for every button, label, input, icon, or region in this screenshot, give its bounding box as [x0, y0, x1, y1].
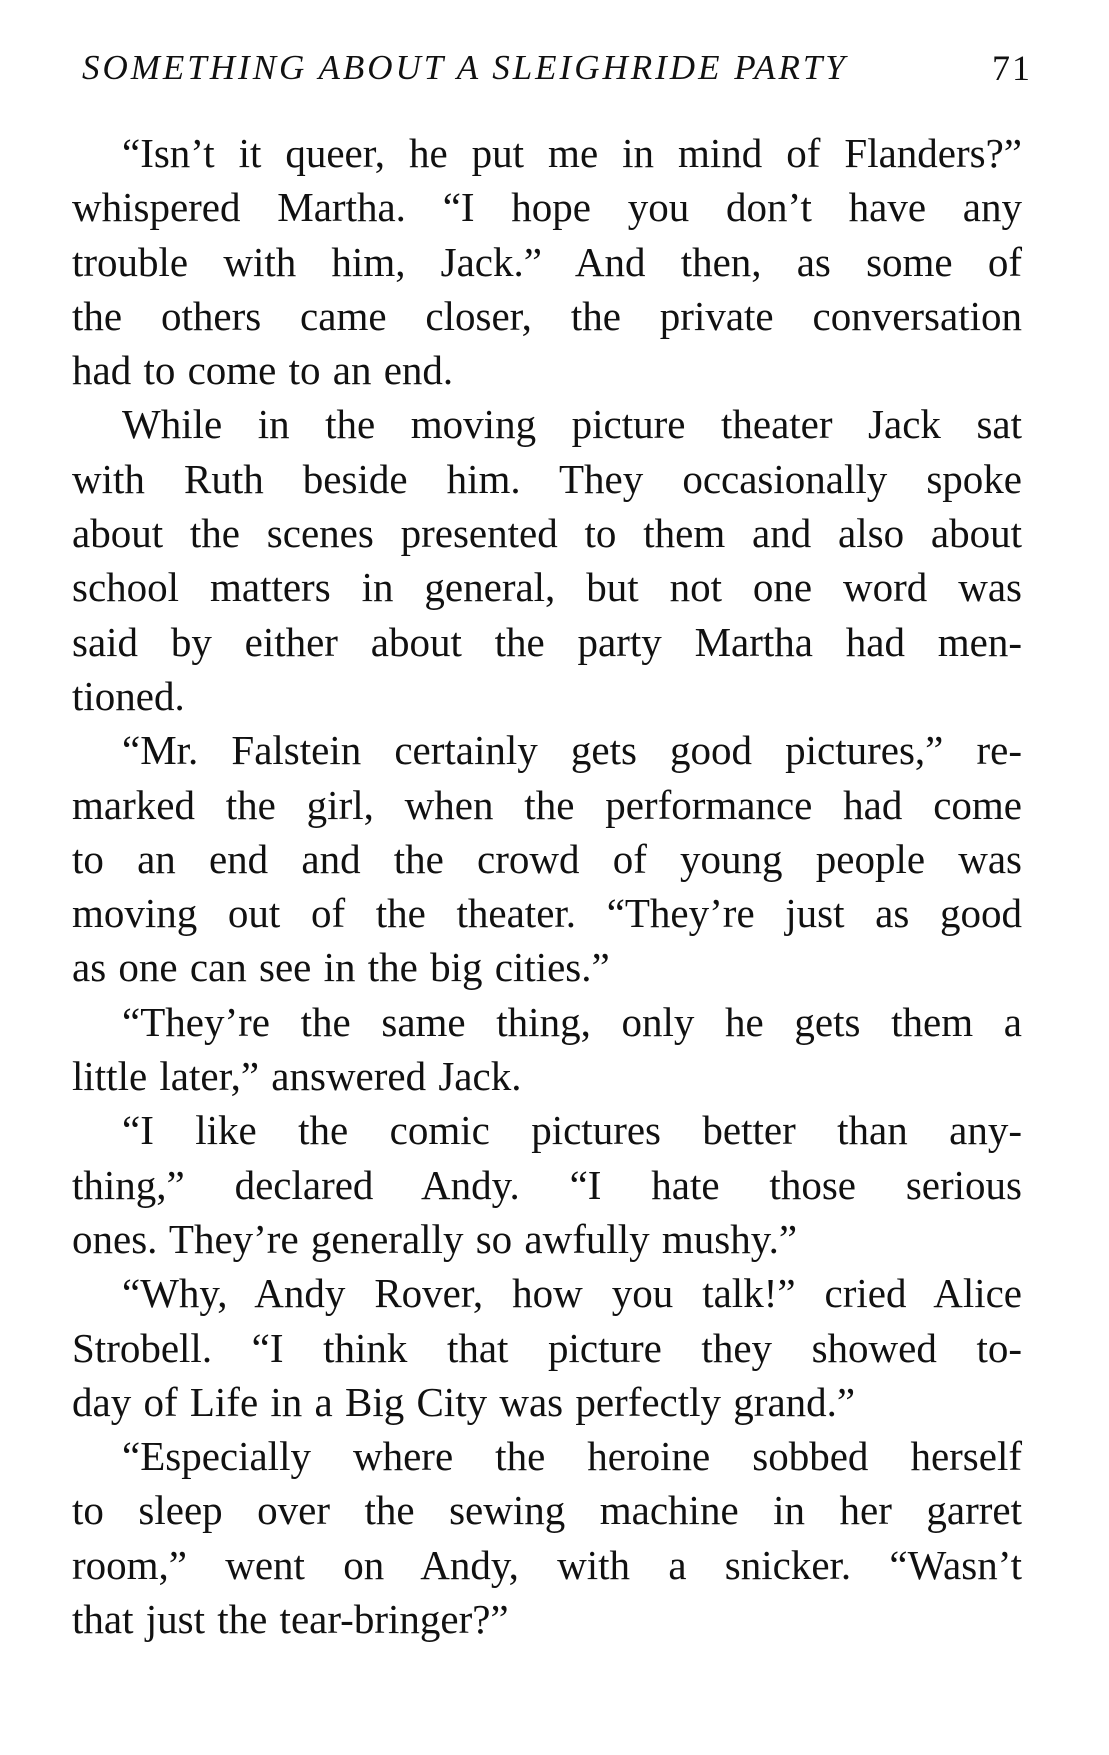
- text-line: day of Life in a Big City was perfectly grand.”: [72, 1378, 856, 1425]
- text-line: the others came closer, the private conversation: [72, 292, 1022, 339]
- text-line: “I like the comic pictures better than any-: [122, 1107, 1022, 1154]
- text-line: whispered Martha. “I hope you don’t have any: [72, 184, 1022, 231]
- text-line: school matters in general, but not one word was: [72, 564, 1022, 611]
- text-line: “Mr. Falstein certainly gets good pictures,” re-: [122, 727, 1022, 774]
- text-line: as one can see in the big cities.”: [72, 944, 610, 991]
- text-line: about the scenes presented to them and also about: [72, 510, 1022, 557]
- text-line: room,” went on Andy, with a snicker. “Wasn’t: [72, 1541, 1022, 1588]
- text-line: “Why, Andy Rover, how you talk!” cried Alice: [122, 1270, 1022, 1317]
- text-line: marked the girl, when the performance had come: [72, 781, 1022, 828]
- text-line: moving out of the theater. “They’re just as good: [72, 890, 1022, 937]
- paragraph: [72, 126, 1022, 397]
- text-line: ones. They’re generally so awfully mushy.”: [72, 1215, 798, 1262]
- text-line: “Especially where the heroine sobbed herself: [122, 1433, 1022, 1480]
- text-line: “Isn’t it queer, he put me in mind of Flanders?”: [122, 130, 1022, 176]
- paragraph: [72, 1429, 1022, 1646]
- text-line: little later,” answered Jack.: [72, 1053, 522, 1100]
- running-title: SOMETHING ABOUT A SLEIGHRIDE PARTY: [82, 48, 848, 87]
- paragraph: [72, 397, 1022, 723]
- text-line: to an end and the crowd of young people was: [72, 835, 1022, 882]
- text-line: that just the tear-bringer?”: [72, 1596, 509, 1643]
- text-line: said by either about the party Martha had men-: [72, 618, 1022, 665]
- paragraph: [72, 1266, 1022, 1429]
- text-line: Strobell. “I think that picture they showed to-: [72, 1324, 1022, 1371]
- paragraph: [72, 723, 1022, 994]
- text-line: to sleep over the sewing machine in her garret: [72, 1487, 1022, 1534]
- text-line: “They’re the same thing, only he gets them a: [122, 998, 1022, 1045]
- body-text: [72, 126, 1022, 1646]
- text-line: had to come to an end.: [72, 347, 454, 394]
- paragraph: [72, 995, 1022, 1104]
- text-line: thing,” declared Andy. “I hate those serious: [72, 1161, 1022, 1208]
- paragraph: [72, 1103, 1022, 1266]
- text-line: While in the moving picture theater Jack sat: [122, 401, 1022, 448]
- page-number: 71: [992, 48, 1032, 88]
- text-line: with Ruth beside him. They occasionally spoke: [72, 455, 1022, 502]
- running-head: [62, 38, 1032, 98]
- text-line: trouble with him, Jack.” And then, as some of: [72, 238, 1022, 285]
- text-line: tioned.: [72, 672, 185, 719]
